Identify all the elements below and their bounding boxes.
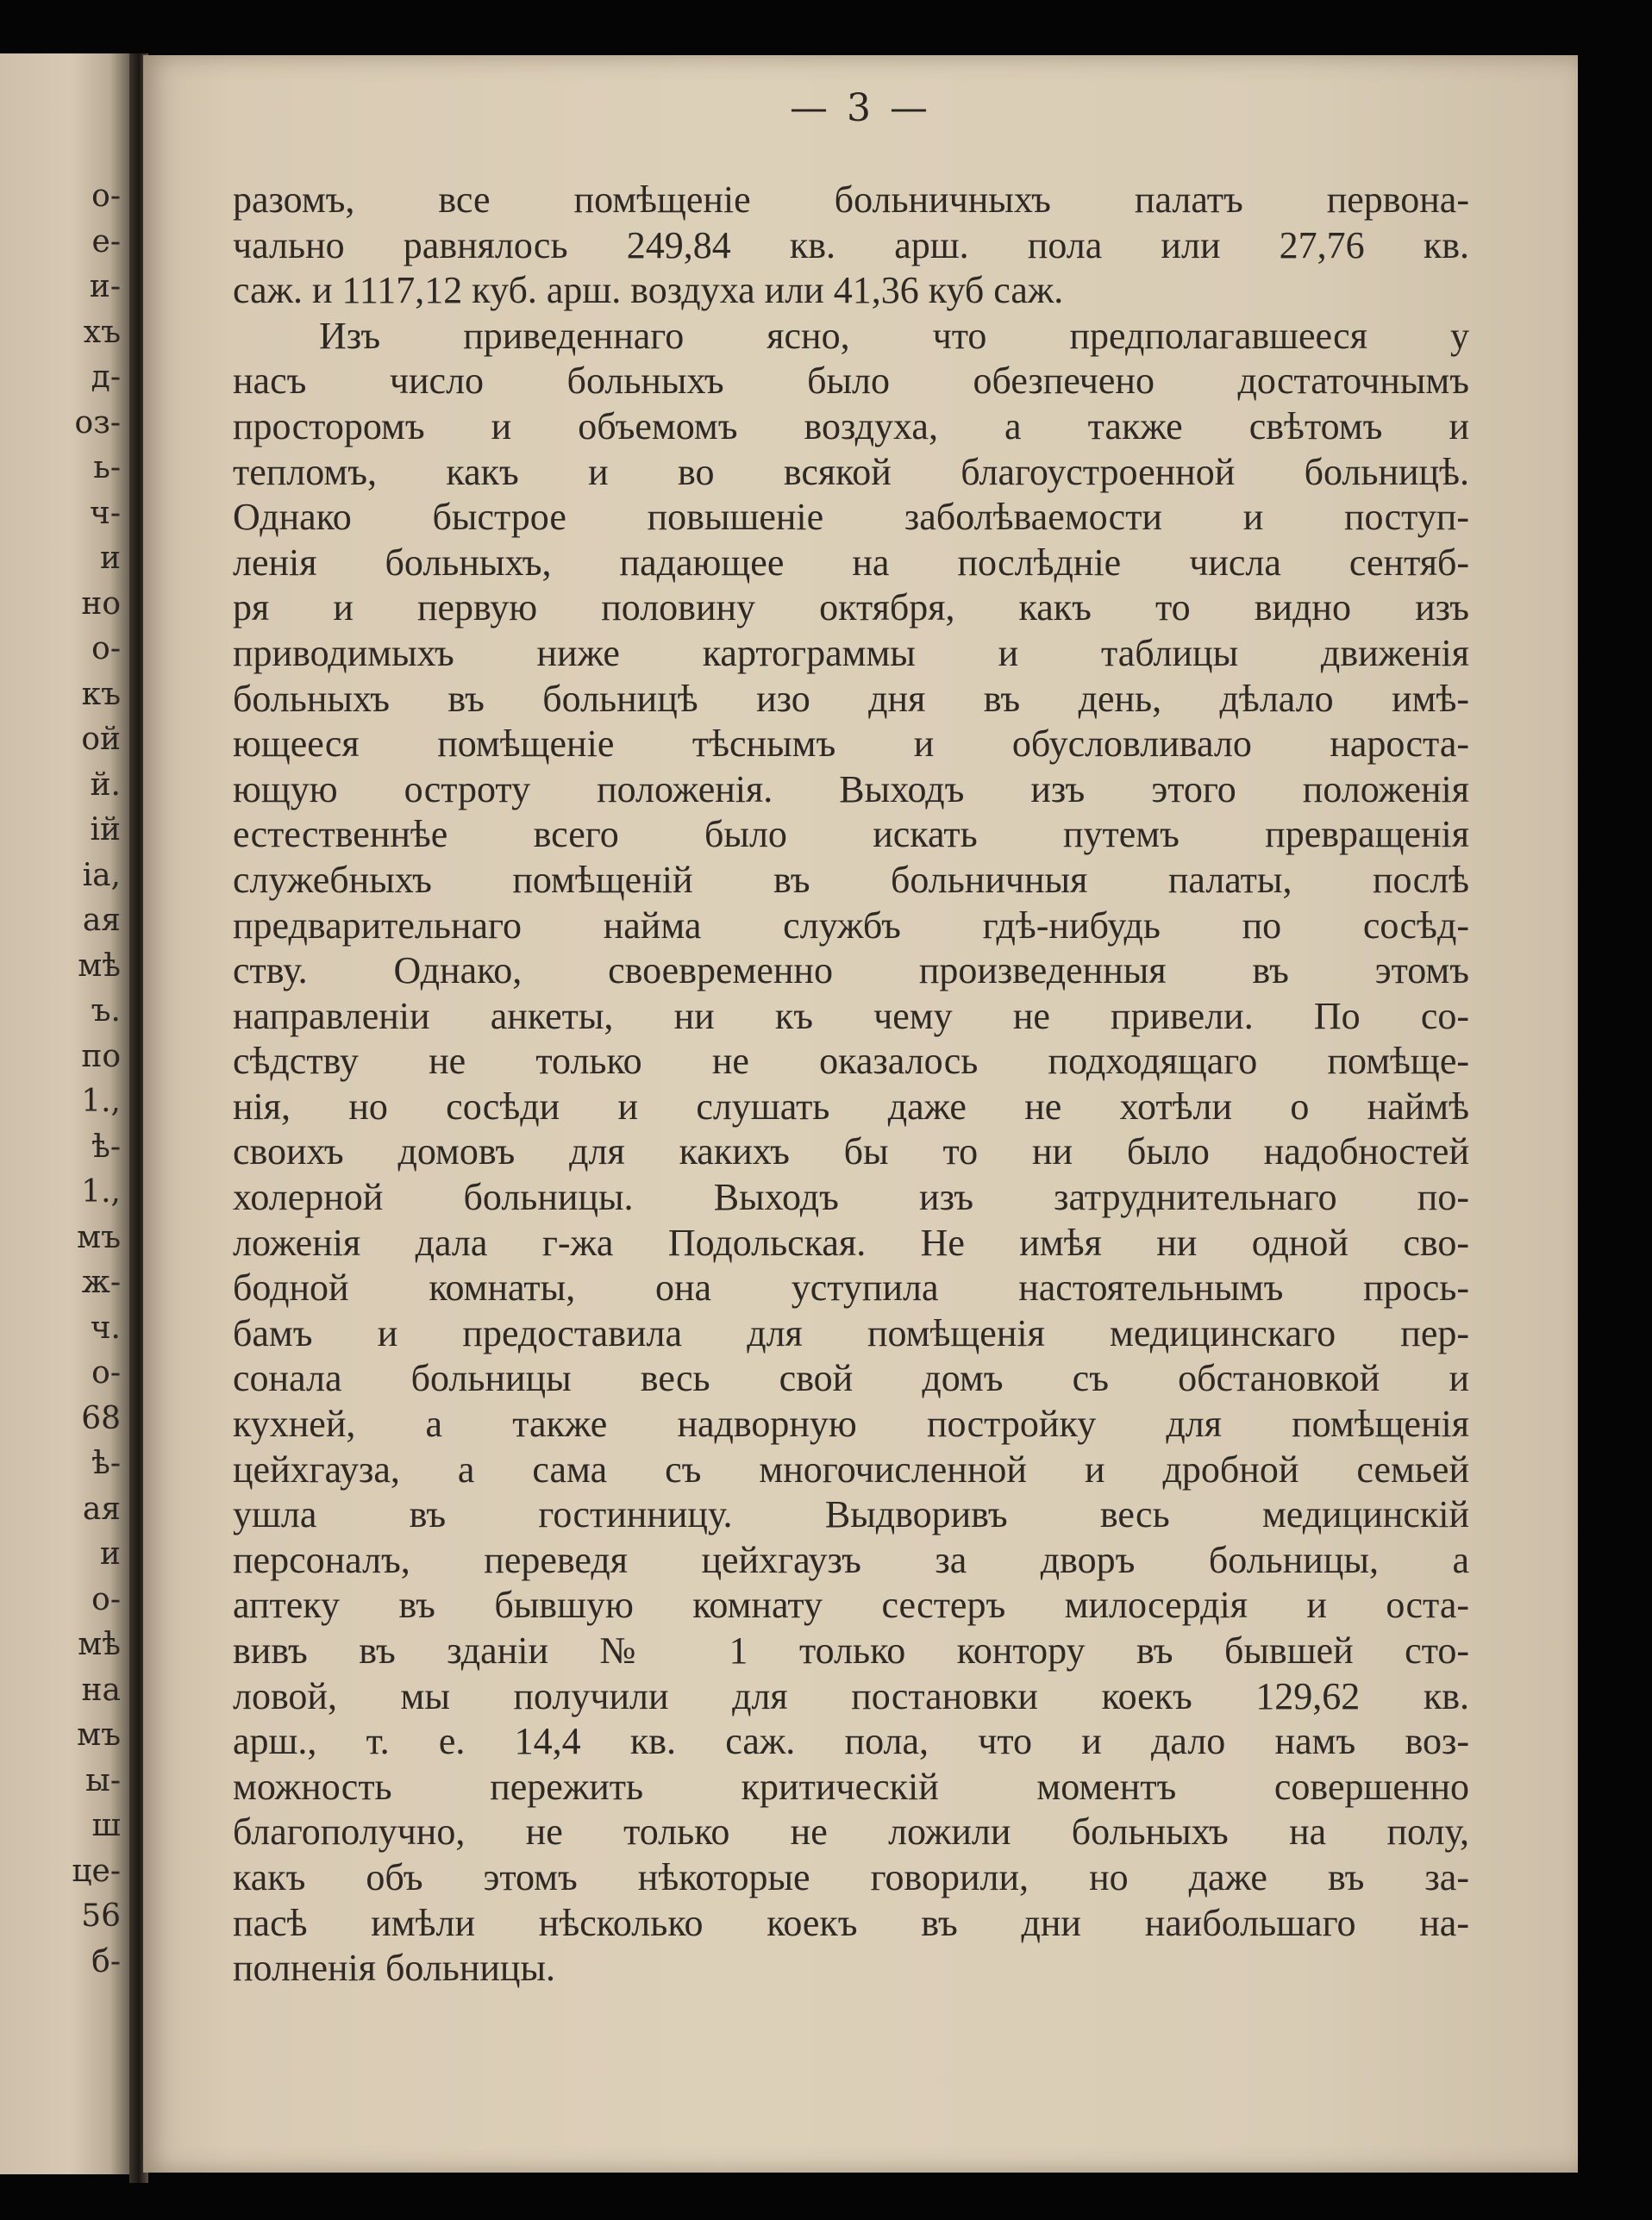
text-line: направленіи анкеты, ни къ чему не привели. По со-: [233, 994, 1469, 1037]
text-line: естественнѣе всего было искать путемъ превращенія: [233, 813, 1469, 856]
left-page-fragment: й.: [90, 766, 121, 803]
text-line: ленія больныхъ, падающее на послѣдніе числа сентяб-: [233, 541, 1469, 584]
text-line: тепломъ, какъ и во всякой благоустроенной больницѣ.: [233, 450, 1469, 493]
text-line: ловой, мы получили для постановки коекъ 129,62 кв.: [233, 1674, 1469, 1717]
left-page-fragment: ч-: [90, 495, 121, 531]
text-line: вивъ въ зданіи № 1 только контору въ бывшей сто-: [233, 1629, 1469, 1672]
left-page-fragment: д-: [91, 360, 121, 395]
left-page-fragment: къ: [81, 676, 121, 712]
left-page-fragment: мѣ: [78, 1627, 121, 1662]
text-line: ушла въ гостинницу. Выдворивъ весь медицинскій: [233, 1493, 1469, 1536]
left-page-fragment: но: [81, 585, 121, 622]
left-page-fragment: ж-: [81, 1265, 121, 1300]
text-line: ству. Однако, своевременно произведенныя въ этомъ: [233, 949, 1469, 992]
left-page-fragment: оз-: [74, 404, 121, 441]
left-page-fragment: на: [81, 1672, 121, 1708]
text-line: разомъ, все помѣщеніе больничныхъ палатъ первона-: [233, 178, 1469, 221]
text-line: сонала больницы весь свой домъ съ обстановкой и: [233, 1357, 1469, 1400]
left-page-fragment: по: [81, 1038, 121, 1074]
left-page-fragment: о-: [91, 631, 121, 666]
text-line: предварительнаго найма службъ гдѣ-нибудь по сосѣд-: [233, 904, 1469, 947]
text-line: цейхгауза, а сама съ многочисленной и дробной семьей: [233, 1448, 1469, 1491]
text-line: чально равнялось 249,84 кв. арш. пола или 27,76 кв.: [233, 223, 1469, 266]
text-line: холерной больницы. Выходъ изъ затруднительнаго по-: [233, 1176, 1469, 1219]
left-page-fragment: ia,: [82, 857, 121, 893]
left-page-fragment: хъ: [83, 314, 121, 350]
left-page-fragment: е-: [91, 223, 121, 260]
left-page-fragment: ѣ-: [91, 1446, 121, 1481]
text-line: саж. и 1117,12 куб. арш. воздуха или 41,36 куб саж.: [233, 269, 1064, 312]
left-page-fragment: о-: [91, 1581, 121, 1617]
text-line: нія, но сосѣди и слушать даже не хотѣли о наймѣ: [233, 1085, 1469, 1128]
left-page-fragment: о-: [91, 178, 121, 214]
left-page-text-fragments: [0, 174, 129, 1985]
text-line: можность пережить критическій моментъ совершенно: [233, 1765, 1469, 1808]
left-page-fragment: це-: [72, 1853, 121, 1889]
left-page-fragment: мѣ: [78, 947, 121, 984]
text-line: Однако быстрое повышеніе заболѣваемости и поступ-: [233, 496, 1469, 539]
left-page-edge: [0, 53, 129, 2174]
text-line: приводимыхъ ниже картограммы и таблицы движенія: [233, 631, 1469, 674]
left-page-fragment: ь-: [93, 450, 121, 485]
left-page-fragment: о-: [91, 1355, 121, 1391]
text-line: ющееся помѣщеніе тѣснымъ и обусловливало нароста-: [233, 722, 1469, 766]
left-page-fragment: ѣ-: [91, 1129, 121, 1165]
text-line: своихъ домовъ для какихъ бы то ни было надобностей: [233, 1130, 1469, 1173]
text-line: ложенія дала г-жа Подольская. Не имѣя ни одной сво-: [233, 1221, 1469, 1264]
left-page-fragment: мъ: [77, 1219, 121, 1255]
left-page-fragment: ш: [91, 1808, 121, 1843]
text-line: больныхъ въ больницѣ изо дня въ день, дѣлало имѣ-: [233, 677, 1469, 720]
text-line: Изъ приведеннаго ясно, что предполагавшееся у: [319, 314, 1469, 357]
text-line: благополучно, не только не ложили больныхъ на полу,: [233, 1810, 1469, 1854]
page-number: — 3 —: [790, 86, 931, 130]
book-page: [143, 55, 1578, 2173]
left-page-fragment: ій: [90, 812, 121, 847]
left-page-fragment: мъ: [77, 1717, 121, 1753]
text-line: насъ число больныхъ было обезпечено достаточнымъ: [233, 360, 1469, 403]
body-text: [233, 178, 1469, 1992]
left-page-fragment: 1.,: [81, 1174, 121, 1210]
text-line: арш., т. е. 14,4 кв. саж. пола, что и дало намъ воз-: [233, 1720, 1469, 1763]
left-page-fragment: и: [100, 1536, 121, 1572]
text-line: бодной комнаты, она уступила настоятельнымъ прось-: [233, 1266, 1469, 1310]
text-line: пасѣ имѣли нѣсколько коекъ въ дни наибольшаго на-: [233, 1901, 1469, 1944]
text-line: бамъ и предоставила для помѣщенія медицинскаго пер-: [233, 1311, 1469, 1354]
paragraph-2: [233, 314, 1469, 1992]
text-line: аптеку въ бывшую комнату сестеръ милосердія и оста-: [233, 1584, 1469, 1627]
text-line: персоналъ, переведя цейхгаузъ за дворъ больницы, а: [233, 1538, 1469, 1581]
text-line: ря и первую половину октября, какъ то видно изъ: [233, 586, 1469, 629]
left-page-fragment: ч.: [90, 1310, 121, 1346]
left-page-fragment: и: [100, 541, 121, 576]
text-line: сѣдству не только не оказалось подходящаго помѣще-: [233, 1040, 1469, 1083]
left-page-fragment: 56: [81, 1898, 121, 1934]
text-line: просторомъ и объемомъ воздуха, а также свѣтомъ и: [233, 404, 1469, 447]
left-page-fragment: 1.,: [81, 1084, 121, 1119]
paragraph-1: [233, 178, 1469, 314]
text-line: ющую остроту положенія. Выходъ изъ этого положенія: [233, 767, 1469, 810]
left-page-fragment: б-: [91, 1943, 121, 1979]
text-line: какъ объ этомъ нѣкоторые говорили, но даже въ за-: [233, 1855, 1469, 1898]
text-line: кухней, а также надворную постройку для помѣщенія: [233, 1403, 1469, 1446]
left-page-fragment: 68: [81, 1400, 121, 1436]
left-page-fragment: ая: [82, 1491, 121, 1527]
left-page-fragment: ъ.: [91, 993, 121, 1029]
left-page-fragment: ой: [81, 722, 121, 757]
text-line: полненія больницы.: [233, 1947, 556, 1990]
left-page-fragment: ая: [82, 903, 121, 938]
text-line: служебныхъ помѣщеній въ больничныя палаты, послѣ: [233, 858, 1469, 901]
left-page-fragment: ы-: [85, 1762, 121, 1798]
left-page-fragment: и-: [89, 269, 121, 304]
